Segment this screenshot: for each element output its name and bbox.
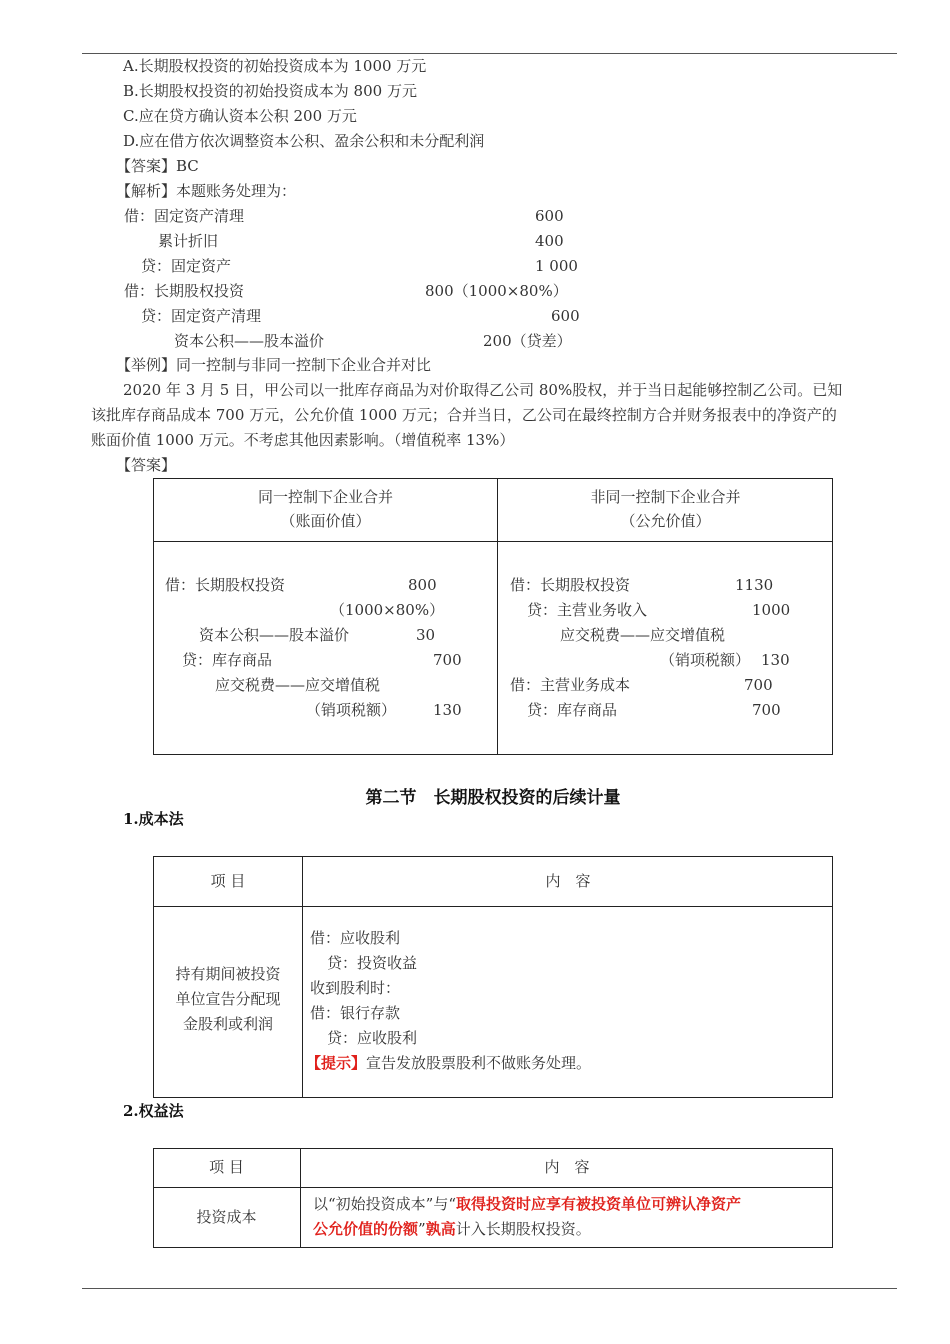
left-entry-label: 借：长期股权投资 (165, 576, 286, 594)
option-b: B.长期股权投资的初始投资成本为 800 万元 (123, 82, 417, 100)
right-entry-amount: 1130 (735, 576, 774, 594)
cost-method-heading: 1.成本法 (123, 810, 184, 828)
col-item-header: 项 目 (210, 872, 246, 890)
entry-label: 贷：固定资产清理 (141, 307, 262, 325)
right-entry-label: 借：长期股权投资 (510, 576, 631, 594)
right-header-title: 非同一控制下企业合并 (590, 488, 741, 506)
entry-label: 借：固定资产清理 (124, 207, 245, 225)
entry-amount: 600 (551, 307, 580, 325)
example-answer: 【答案】 (116, 456, 177, 474)
table-divider (153, 1187, 833, 1188)
col-content-header: 内 容 (545, 872, 591, 890)
cost-item-line: 单位宣告分配现 (175, 990, 281, 1008)
right-entry-label: 贷：主营业务收入 (527, 601, 648, 619)
right-entry-label: 贷：库存商品 (527, 701, 618, 719)
left-entry-amount: 130 (433, 701, 462, 719)
col-content-header: 内 容 (544, 1158, 590, 1176)
section-title: 第二节 长期股权投资的后续计量 (365, 788, 621, 808)
left-entry-amount: 30 (416, 626, 436, 644)
right-entry-amount: 700 (752, 701, 781, 719)
cost-item-line: 持有期间被投资 (175, 965, 281, 983)
cost-content-line: 贷：应收股利 (327, 1029, 418, 1047)
option-a: A.长期股权投资的初始投资成本为 1000 万元 (123, 57, 427, 75)
cost-content-line: 贷：投资收益 (327, 954, 418, 972)
left-entry-label: 贷：库存商品 (182, 651, 273, 669)
example-text-line: 账面价值 1000 万元。不考虑其他因素影响。（增值税率 13%） (91, 431, 515, 449)
equity-content-red: 公允价值的份额 (313, 1220, 419, 1238)
left-entry-amount: 700 (433, 651, 462, 669)
equity-method-heading: 2.权益法 (123, 1102, 184, 1120)
cost-content-line: 收到股利时： (310, 979, 401, 997)
cost-tip (306, 1053, 591, 1073)
table-divider (153, 541, 833, 542)
table-divider (153, 906, 833, 907)
left-entry-label: （1000×80%） (330, 601, 445, 619)
right-entry-amount: 130 (761, 651, 790, 669)
footer-rule (82, 1288, 897, 1289)
equity-content-mid: ” (418, 1220, 426, 1238)
example-text-line: 2020 年 3 月 5 日，甲公司以一批库存商品为对价取得乙公司 80%股权，并于当日起能够控制乙公司。已知 (123, 381, 843, 399)
equity-content-line (313, 1194, 741, 1214)
entry-amount: 800（1000×80%） (425, 282, 568, 300)
left-entry-label: 资本公积——股本溢价 (199, 626, 350, 644)
entry-amount: 1 000 (535, 257, 578, 275)
left-entry-label: （销项税额） (306, 701, 397, 719)
right-entry-label: （销项税额） (660, 651, 751, 669)
right-entry-label: 应交税费——应交增值税 (560, 626, 726, 644)
left-header-sub: （账面价值） (280, 512, 371, 530)
right-entry-amount: 700 (744, 676, 773, 694)
left-entry-amount: 800 (408, 576, 437, 594)
cost-content-line: 借：应收股利 (310, 929, 401, 947)
left-header-title: 同一控制下企业合并 (257, 488, 393, 506)
equity-content-line (313, 1219, 591, 1239)
equity-content-red: 取得投资时应享有被投资单位可辨认净资产 (456, 1195, 742, 1213)
col-item-header: 项 目 (209, 1158, 244, 1176)
equity-content-red: 孰高 (425, 1220, 456, 1238)
example-text-line: 该批库存商品成本 700 万元，公允价值 1000 万元；合并当日，乙公司在最终控制方合并财务报表中的净资产的 (91, 406, 837, 424)
right-entry-label: 借：主营业务成本 (510, 676, 631, 694)
entry-label: 累计折旧 (158, 232, 219, 250)
equity-content-post: 计入长期股权投资。 (455, 1220, 591, 1238)
option-c: C.应在贷方确认资本公积 200 万元 (123, 107, 357, 125)
tip-label: 【提示】 (306, 1054, 367, 1072)
entry-label: 贷：固定资产 (141, 257, 232, 275)
cost-item-line: 金股利或利润 (182, 1015, 273, 1033)
left-entry-label: 应交税费——应交增值税 (215, 676, 381, 694)
entry-amount: 400 (535, 232, 564, 250)
entry-amount: 600 (535, 207, 564, 225)
header-rule (82, 53, 897, 54)
cost-content-line: 借：银行存款 (310, 1004, 401, 1022)
option-d: D.应在借方依次调整资本公积、盈余公积和未分配利润 (123, 132, 485, 150)
example-title: 【举例】同一控制与非同一控制下企业合并对比 (116, 356, 432, 374)
equity-content-pre: 以“初始投资成本”与“ (313, 1195, 457, 1213)
equity-item: 投资成本 (196, 1208, 257, 1226)
analysis-line: 【解析】本题账务处理为： (116, 182, 297, 200)
tip-text: 宣告发放股票股利不做账务处理。 (366, 1054, 592, 1072)
answer-line: 【答案】BC (116, 157, 199, 175)
entry-label: 借：长期股权投资 (124, 282, 245, 300)
right-entry-amount: 1000 (752, 601, 791, 619)
entry-label: 资本公积——股本溢价 (174, 332, 325, 350)
entry-amount: 200（贷差） (483, 332, 572, 350)
right-header-sub: （公允价值） (620, 512, 711, 530)
